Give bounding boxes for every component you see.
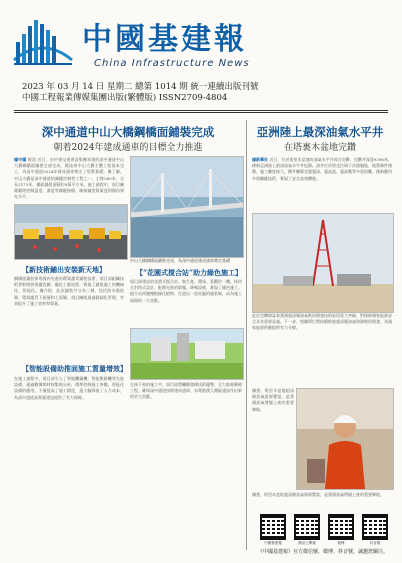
qr-code-2[interactable]	[294, 514, 320, 540]
left-headline: 深中通道中山大橋鋼橋面鋪裝完成	[41, 125, 215, 139]
worker-image	[297, 389, 393, 489]
left-subhead: 朝着2024年建成通車的目標全力推進	[53, 143, 203, 153]
mixing-plant-image	[131, 329, 243, 379]
middle-body-2: 在接下來的施工中，項目部將繼續發揮技術優勢，全力推進剩餘工程，確保深中通道按期建成通車，為粵港澳大灣區建設作出新的更大貢獻。	[130, 382, 242, 400]
masthead-subtitle: China Infrastructure News	[94, 58, 250, 69]
right-story-intro	[252, 157, 392, 211]
box2-title: 【智能設備助推面施工質量增效】	[22, 364, 127, 373]
qr-code-4[interactable]	[362, 514, 388, 540]
middle-photo-caption: 中山大橋鋼橋面鋪裝完成，為深中通道建成通車奠定基礎	[130, 258, 230, 263]
worker-photo	[296, 388, 394, 490]
qr-label-3: 微博	[337, 541, 345, 545]
qr-label-4: 抖音號	[369, 541, 381, 545]
qr-label-2: 微信公眾號	[298, 541, 316, 545]
right-headline: 亞洲陸上最深油氣水平井	[256, 125, 384, 139]
issue-info	[22, 82, 380, 104]
masthead-rule-2	[14, 112, 388, 113]
masthead-title: 中國基建報	[82, 22, 247, 57]
middle-box-body: 項目部建設的花園式搅合站，集生產、環保、景觀於一體，採用全封閉式設計，配備先進的除塵、降噪設備，實現了綠色施工。搅合站周邊種植綠化植物，打造出一道亮麗的風景線，成為施工現場的一大亮點。	[130, 279, 242, 303]
qr-label-1: 中國基建報	[264, 541, 282, 545]
box1-title: 【新技術鋪出安裝新天地】	[22, 265, 106, 274]
bridge-aerial-image	[131, 157, 243, 257]
left-story-body: 報訊 近日，由中建交通建設集團承建的深中通道中山大橋鋼橋面鋪裝全部完成，標誌着中山大橋主體工程基本完工，為深中通道2024年建成通車奠定了堅實基礎。據了解，中山大橋是深中通道的關鍵控制性工程之一，主跨580米，全長2175米，橋面鋪裝面積約9萬平方米。施工過程中，項目團隊嚴格控制溫度、濕度等關鍵指標，確保鋪裝質量達到國內領先水平。	[14, 157, 124, 200]
middle-box-title: 【“花園式搅合站”助力綠色施工】	[136, 268, 243, 277]
mixing-plant-photo	[130, 328, 244, 380]
bridge-aerial-photo	[130, 156, 244, 258]
issue-date-line: 2023 年 03 月 14 日 星期二 總第 1014 期 統一連續出版刊號	[22, 82, 259, 92]
qr-code-1[interactable]	[260, 514, 286, 540]
footer-slogan: 《中國基建報》官方微信號、微博、抖音號，誠邀您關注。	[257, 549, 388, 555]
box2-body: 在施工過程中，項目部引入了智能攤鋪機、智能壓路機等先進設備，通過數據實時採集與分析，精準控制施工參數。智能化設備的應用，不僅提高了施工精度，還大幅降低了人力成本，為深中通道高質量建設提供了有力保障。	[14, 376, 124, 400]
publisher-line: 中國工程報業傳媒集團出版(繁體版) ISSN2709-4804	[22, 93, 228, 103]
box1-body: 鋼橋面鋪裝採用國內先進的環氧瀝青鋪裝技術，項目部組織技術骨幹開展專題攻關，優化工藝流程，實現了鋪裝施工的機械化、智能化。據介紹，此次鋪裝共分為三層，包括防水黏結層、環氧瀝青下面層和上面層。項目團隊通過精細化管理，有效提升了施工效率和質量。	[14, 276, 124, 306]
drilling-rig-photo	[252, 213, 394, 313]
right-lead-label: 據新華社	[252, 157, 269, 162]
column-divider	[246, 120, 247, 550]
left-story-intro	[14, 157, 124, 203]
masthead-rule	[14, 110, 388, 111]
right-story-body: 近日，位於塔里木盆地的油氣水平井成功完鑽，完鑽井深達9396米，刷新亞洲陸上最深油氣水平井紀錄。該井位於塔克拉瑪干沙漠腹地，地質條件複雜，施工難度極大。鑽井團隊克服超深、超高溫、超高壓等多重困難，創新應用多項關鍵技術，實現了安全高效鑽進。	[252, 157, 392, 181]
right-story-body-3: 據悉，塔里木盆地超深層油氣資源豐富，是我國油氣增儲上產的重要陣地。	[252, 388, 294, 412]
right-subhead: 在塔裏木盆地完鑽	[283, 143, 356, 153]
bridge-paving-image	[15, 205, 127, 259]
right-story-closing: 據悉，塔里木盆地超深層油氣資源豐富，是我國油氣增儲上產的重要陣地。	[252, 492, 384, 497]
drilling-rig-image	[253, 214, 393, 312]
left-lead-label: 據中國	[14, 157, 27, 162]
bridge-paving-photo	[14, 204, 128, 260]
right-story-body-2: 此次完鑽標誌着我國超深層油氣勘探開發技術取得重大突破，對保障國家能源安全具有重要意義。下一步，相關單位將持續推進超深層油氣資源勘探開發，為國家能源供應提供有力支撐。	[252, 313, 392, 331]
newspaper-logo-icon	[10, 16, 76, 68]
qr-code-3[interactable]	[328, 514, 354, 540]
